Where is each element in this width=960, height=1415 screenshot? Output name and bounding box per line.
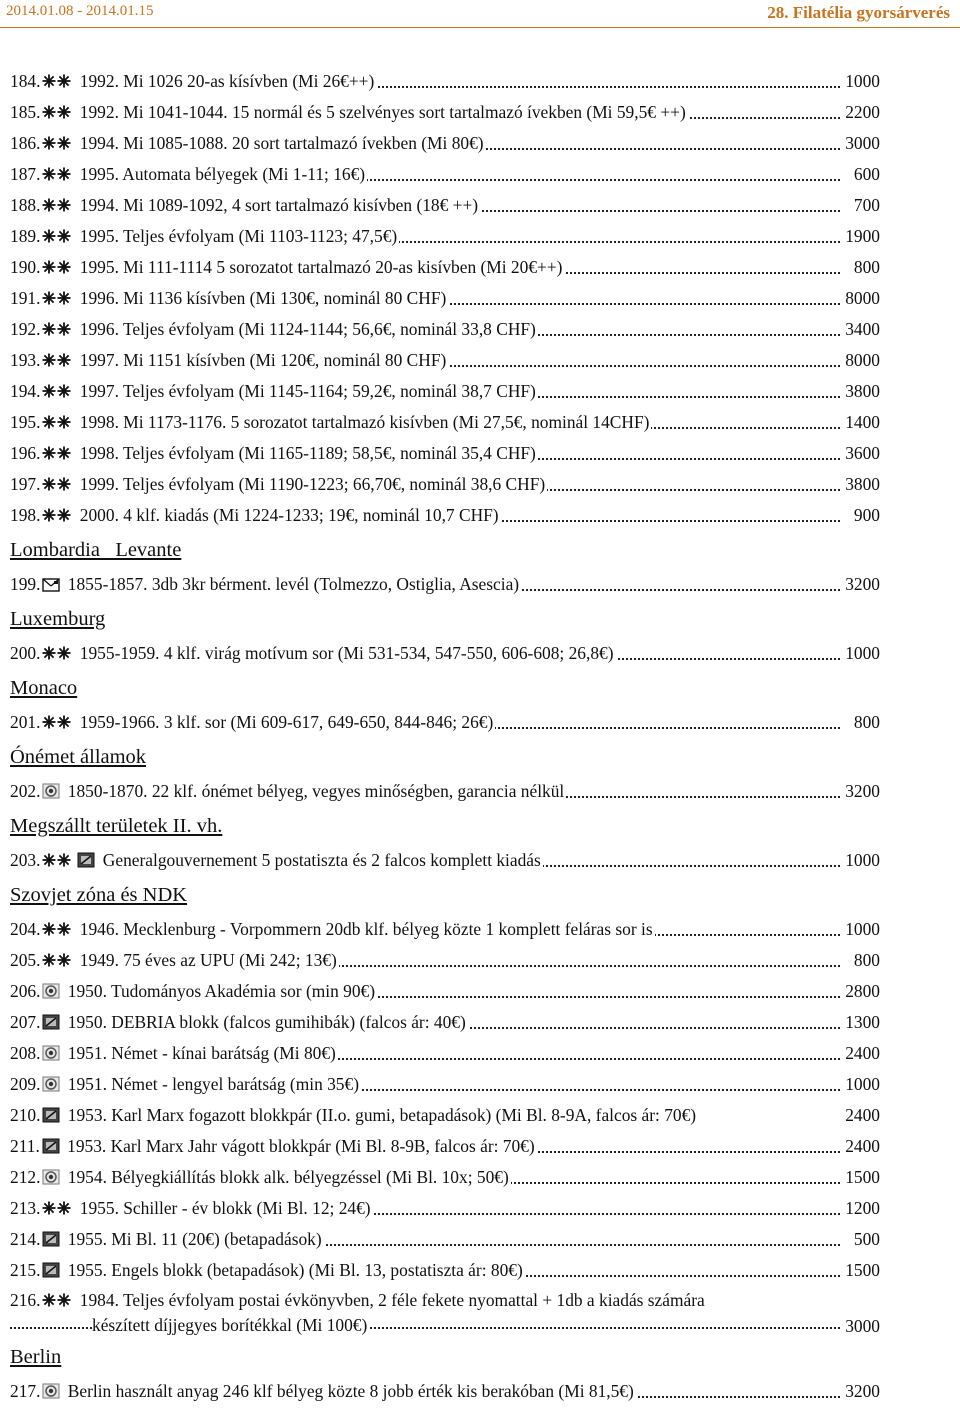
lot-row <box>10 1069 880 1100</box>
lot-row <box>10 221 880 252</box>
lot-price: 600 <box>854 159 880 190</box>
lot-row <box>10 190 880 221</box>
double-star-icon <box>42 73 72 89</box>
lot-price: 700 <box>854 190 880 221</box>
double-star-icon <box>42 321 72 337</box>
lot-price: 1500 <box>845 1255 880 1286</box>
lot-number: 198. <box>10 505 41 525</box>
double-star-icon <box>42 259 72 275</box>
lot-number: 210. <box>10 1105 41 1125</box>
lot-row <box>10 469 880 500</box>
envelope-icon <box>42 578 60 592</box>
lot-price: 8000 <box>845 345 880 376</box>
lot-row <box>10 97 880 128</box>
lot-description: 1994. Mi 1089-1092, 4 sort tartalmazó kisívben (18€ ++) <box>75 195 479 215</box>
lot-row <box>10 776 880 807</box>
lot-number: 196. <box>10 443 41 463</box>
lot-row <box>10 945 880 976</box>
postmark-circle-icon <box>42 783 60 799</box>
lot-row <box>10 1007 880 1038</box>
lot-description: 1955. Schiller - év blokk (Mi Bl. 12; 24€) <box>75 1198 371 1218</box>
lot-description: 1953. Karl Marx Jahr vágott blokkpár (Mi Bl. 8-9B, falcos ár: 70€) <box>62 1136 535 1156</box>
lot-description: 1850-1870. 22 klf. ónémet bélyeg, vegyes minőségben, garancia nélkül <box>63 781 565 801</box>
lot-description: 1994. Mi 1085-1088. 20 sort tartalmazó ívekben (Mi 80€) <box>75 133 484 153</box>
lot-number: 207. <box>10 1012 41 1032</box>
lot-price: 1000 <box>845 914 880 945</box>
postmark-circle-icon <box>42 983 60 999</box>
lot-number: 194. <box>10 381 41 401</box>
double-star-icon <box>42 1292 72 1308</box>
postmark-circle-icon <box>42 1045 60 1061</box>
lot-row <box>10 638 880 669</box>
lot-number: 209. <box>10 1074 41 1094</box>
lot-price: 2400 <box>845 1131 880 1162</box>
lot-price: 3800 <box>845 469 880 500</box>
lot-row <box>10 1131 880 1162</box>
hinged-stamp-icon <box>42 1262 60 1278</box>
lot-price: 1000 <box>845 845 880 876</box>
lot-number: 188. <box>10 195 41 215</box>
lot-number: 199. <box>10 574 41 594</box>
postmark-circle-icon <box>42 1076 60 1092</box>
lot-price: 3600 <box>845 438 880 469</box>
lot-number: 197. <box>10 474 41 494</box>
double-star-icon <box>42 383 72 399</box>
lot-price: 800 <box>854 945 880 976</box>
lot-number: 208. <box>10 1043 41 1063</box>
double-star-icon <box>42 104 72 120</box>
double-star-icon <box>42 645 72 661</box>
section-heading: Monaco <box>10 677 78 699</box>
lot-number: 203. <box>10 850 41 870</box>
lot-row <box>10 128 880 159</box>
lot-number: 200. <box>10 643 41 663</box>
lot-number: 212. <box>10 1167 41 1187</box>
lot-price: 3200 <box>845 776 880 807</box>
lot-row <box>10 438 880 469</box>
lot-description: Berlin használt anyag 246 klf bélyeg közte 8 jobb érték kis berakóban (Mi 81,5€) <box>63 1381 634 1401</box>
postmark-circle-icon <box>42 1169 60 1185</box>
page-header <box>0 0 960 28</box>
double-star-icon <box>42 952 72 968</box>
double-star-icon <box>42 166 72 182</box>
lot-number: 205. <box>10 950 41 970</box>
lot-description: Generalgouvernement 5 postatiszta és 2 falcos komplett kiadás <box>98 850 541 870</box>
lot-number: 192. <box>10 319 41 339</box>
lot-description: 1950. Tudományos Akadémia sor (min 90€) <box>63 981 376 1001</box>
lot-price: 500 <box>854 1224 880 1255</box>
lot-description: 1996. Teljes évfolyam (Mi 1124-1144; 56,6€, nominál 33,8 CHF) <box>75 319 536 339</box>
hinged-stamp-icon <box>42 1231 60 1247</box>
lot-price: 1200 <box>845 1193 880 1224</box>
double-star-icon <box>42 352 72 368</box>
lot-description: 1984. Teljes évfolyam postai évkönyvben, 2 féle fekete nyomattal + 1db a kiadás számára <box>75 1290 705 1310</box>
lot-description-continued: készített díjjegyes borítékkal (Mi 100€) <box>92 1315 368 1335</box>
lot-number: 187. <box>10 164 41 184</box>
lot-number: 193. <box>10 350 41 370</box>
hinged-stamp-icon <box>42 1138 60 1154</box>
lot-price: 800 <box>854 707 880 738</box>
lot-row <box>10 1038 880 1069</box>
lot-description: 1855-1857. 3db 3kr bérment. levél (Tolmezzo, Ostiglia, Asescia) <box>63 574 520 594</box>
lot-row <box>10 407 880 438</box>
lot-price: 3400 <box>845 314 880 345</box>
lot-row <box>10 1100 880 1131</box>
double-star-icon <box>42 1200 72 1216</box>
lot-description: 1950. DEBRIA blokk (falcos gumihibák) (falcos ár: 40€) <box>63 1012 466 1032</box>
lot-description: 1998. Mi 1173-1176. 5 sorozatot tartalmazó kisívben (Mi 27,5€, nominál 14CHF) <box>75 412 650 432</box>
double-star-icon <box>42 135 72 151</box>
double-star-icon <box>42 476 72 492</box>
lot-description: 1955. Mi Bl. 11 (20€) (betapadások) <box>63 1229 322 1249</box>
lot-row <box>10 1376 880 1407</box>
lot-price: 900 <box>854 500 880 531</box>
lot-description: 2000. 4 klf. kiadás (Mi 1224-1233; 19€, nominál 10,7 CHF) <box>75 505 499 525</box>
lot-row <box>10 283 880 314</box>
double-star-icon <box>42 414 72 430</box>
lot-description: 1955-1959. 4 klf. virág motívum sor (Mi 531-534, 547-550, 606-608; 26,8€) <box>75 643 614 663</box>
lot-number: 201. <box>10 712 41 732</box>
auction-title: 28. Filatélia gyorsárverés <box>767 3 950 22</box>
lot-price: 8000 <box>845 283 880 314</box>
lot-row <box>10 345 880 376</box>
lot-description: 1955. Engels blokk (betapadások) (Mi Bl. 13, postatiszta ár: 80€) <box>63 1260 523 1280</box>
lot-description: 1951. Német - lengyel barátság (min 35€) <box>63 1074 359 1094</box>
lot-row <box>10 1286 880 1338</box>
lot-number: 217. <box>10 1381 41 1401</box>
lot-description: 1997. Mi 1151 kísívben (Mi 120€, nominál 80 CHF) <box>75 350 447 370</box>
lot-price: 1300 <box>845 1007 880 1038</box>
hinged-stamp-icon <box>42 1107 60 1123</box>
lot-description: 1954. Bélyegkiállítás blokk alk. bélyegzéssel (Mi Bl. 10x; 50€) <box>63 1167 509 1187</box>
lot-number: 214. <box>10 1229 41 1249</box>
lot-row <box>10 252 880 283</box>
lot-row <box>10 314 880 345</box>
lot-number: 186. <box>10 133 41 153</box>
lot-description: 1999. Teljes évfolyam (Mi 1190-1223; 66,70€, nominál 38,6 CHF) <box>75 474 546 494</box>
lot-description: 1995. Automata bélyegek (Mi 1-11; 16€) <box>75 164 366 184</box>
lot-price: 3000 <box>845 128 880 159</box>
lot-description: 1949. 75 éves az UPU (Mi 242; 13€) <box>75 950 337 970</box>
lot-number: 211. <box>10 1136 40 1156</box>
lot-price: 1000 <box>845 1069 880 1100</box>
lot-number: 204. <box>10 919 41 939</box>
date-range: 2014.01.08 - 2014.01.15 <box>6 3 154 19</box>
lot-price: 1500 <box>845 1162 880 1193</box>
lot-description: 1995. Teljes évfolyam (Mi 1103-1123; 47,5€) <box>75 226 398 246</box>
lot-price: 1000 <box>845 638 880 669</box>
lot-number: 206. <box>10 981 41 1001</box>
lot-price: 2400 <box>845 1100 880 1131</box>
lot-row <box>10 845 880 876</box>
lot-row <box>10 66 880 97</box>
lot-price: 3200 <box>845 1376 880 1407</box>
lot-row <box>10 159 880 190</box>
lot-price: 1400 <box>845 407 880 438</box>
lot-row <box>10 707 880 738</box>
lot-price: 1000 <box>845 66 880 97</box>
lot-description: 1959-1966. 3 klf. sor (Mi 609-617, 649-650, 844-846; 26€) <box>75 712 494 732</box>
lot-number: 190. <box>10 257 41 277</box>
section-heading: Ónémet államok <box>10 746 147 768</box>
lot-row <box>10 976 880 1007</box>
lot-price: 3000 <box>845 1316 880 1336</box>
lot-row <box>10 1162 880 1193</box>
lot-row <box>10 914 880 945</box>
lot-number: 191. <box>10 288 41 308</box>
double-star-icon <box>42 714 72 730</box>
lot-number: 184. <box>10 71 41 91</box>
double-star-icon <box>42 290 72 306</box>
double-star-icon <box>42 507 72 523</box>
lot-description: 1997. Teljes évfolyam (Mi 1145-1164; 59,2€, nominál 38,7 CHF) <box>75 381 536 401</box>
lot-description: 1992. Mi 1026 20-as kísívben (Mi 26€++) <box>75 71 375 91</box>
lot-description: 1996. Mi 1136 kísívben (Mi 130€, nominál 80 CHF) <box>75 288 447 308</box>
double-star-icon <box>42 445 72 461</box>
lot-number: 213. <box>10 1198 41 1218</box>
lot-price: 2200 <box>845 97 880 128</box>
lot-price: 2400 <box>845 1038 880 1069</box>
lot-row <box>10 1255 880 1286</box>
lot-description: 1998. Teljes évfolyam (Mi 1165-1189; 58,5€, nominál 35,4 CHF) <box>75 443 536 463</box>
lot-list <box>10 66 880 1407</box>
lot-number: 202. <box>10 781 41 801</box>
lot-number: 185. <box>10 102 41 122</box>
double-star-icon <box>42 197 72 213</box>
section-heading: Berlin <box>10 1346 62 1368</box>
lot-description: 1953. Karl Marx fogazott blokkpár (II.o. gumi, betapadások) (Mi Bl. 8-9A, falcos ár: 70€) <box>63 1105 697 1125</box>
hinged-stamp-icon <box>77 852 95 868</box>
postmark-circle-icon <box>42 1383 60 1399</box>
lot-price: 800 <box>854 252 880 283</box>
lot-row <box>10 1193 880 1224</box>
lot-price: 3800 <box>845 376 880 407</box>
lot-row <box>10 569 880 600</box>
lot-description: 1951. Német - kínai barátság (Mi 80€) <box>63 1043 336 1063</box>
section-heading: Luxemburg <box>10 608 106 630</box>
lot-description: 1992. Mi 1041-1044. 15 normál és 5 szelvényes sort tartalmazó ívekben (Mi 59,5€ ++) <box>75 102 686 122</box>
double-star-icon <box>42 921 72 937</box>
hinged-stamp-icon <box>42 1014 60 1030</box>
lot-number: 216. <box>10 1290 41 1310</box>
lot-price: 1900 <box>845 221 880 252</box>
lot-price: 3200 <box>845 569 880 600</box>
lot-price: 2800 <box>845 976 880 1007</box>
lot-row <box>10 500 880 531</box>
section-heading: Lombardia Levante <box>10 539 182 561</box>
lot-number: 195. <box>10 412 41 432</box>
lot-number: 189. <box>10 226 41 246</box>
lot-description: 1946. Mecklenburg - Vorpommern 20db klf. bélyeg közte 1 komplett feláras sor is <box>75 919 653 939</box>
double-star-icon <box>42 228 72 244</box>
lot-number: 215. <box>10 1260 41 1280</box>
lot-description: 1995. Mi 111-1114 5 sorozatot tartalmazó 20-as kisívben (Mi 20€++) <box>75 257 563 277</box>
section-heading: Szovjet zóna és NDK <box>10 884 188 906</box>
lot-row <box>10 1224 880 1255</box>
lot-row <box>10 376 880 407</box>
header-rule <box>0 27 960 28</box>
double-star-icon <box>42 852 72 868</box>
section-heading: Megszállt területek II. vh. <box>10 815 223 837</box>
